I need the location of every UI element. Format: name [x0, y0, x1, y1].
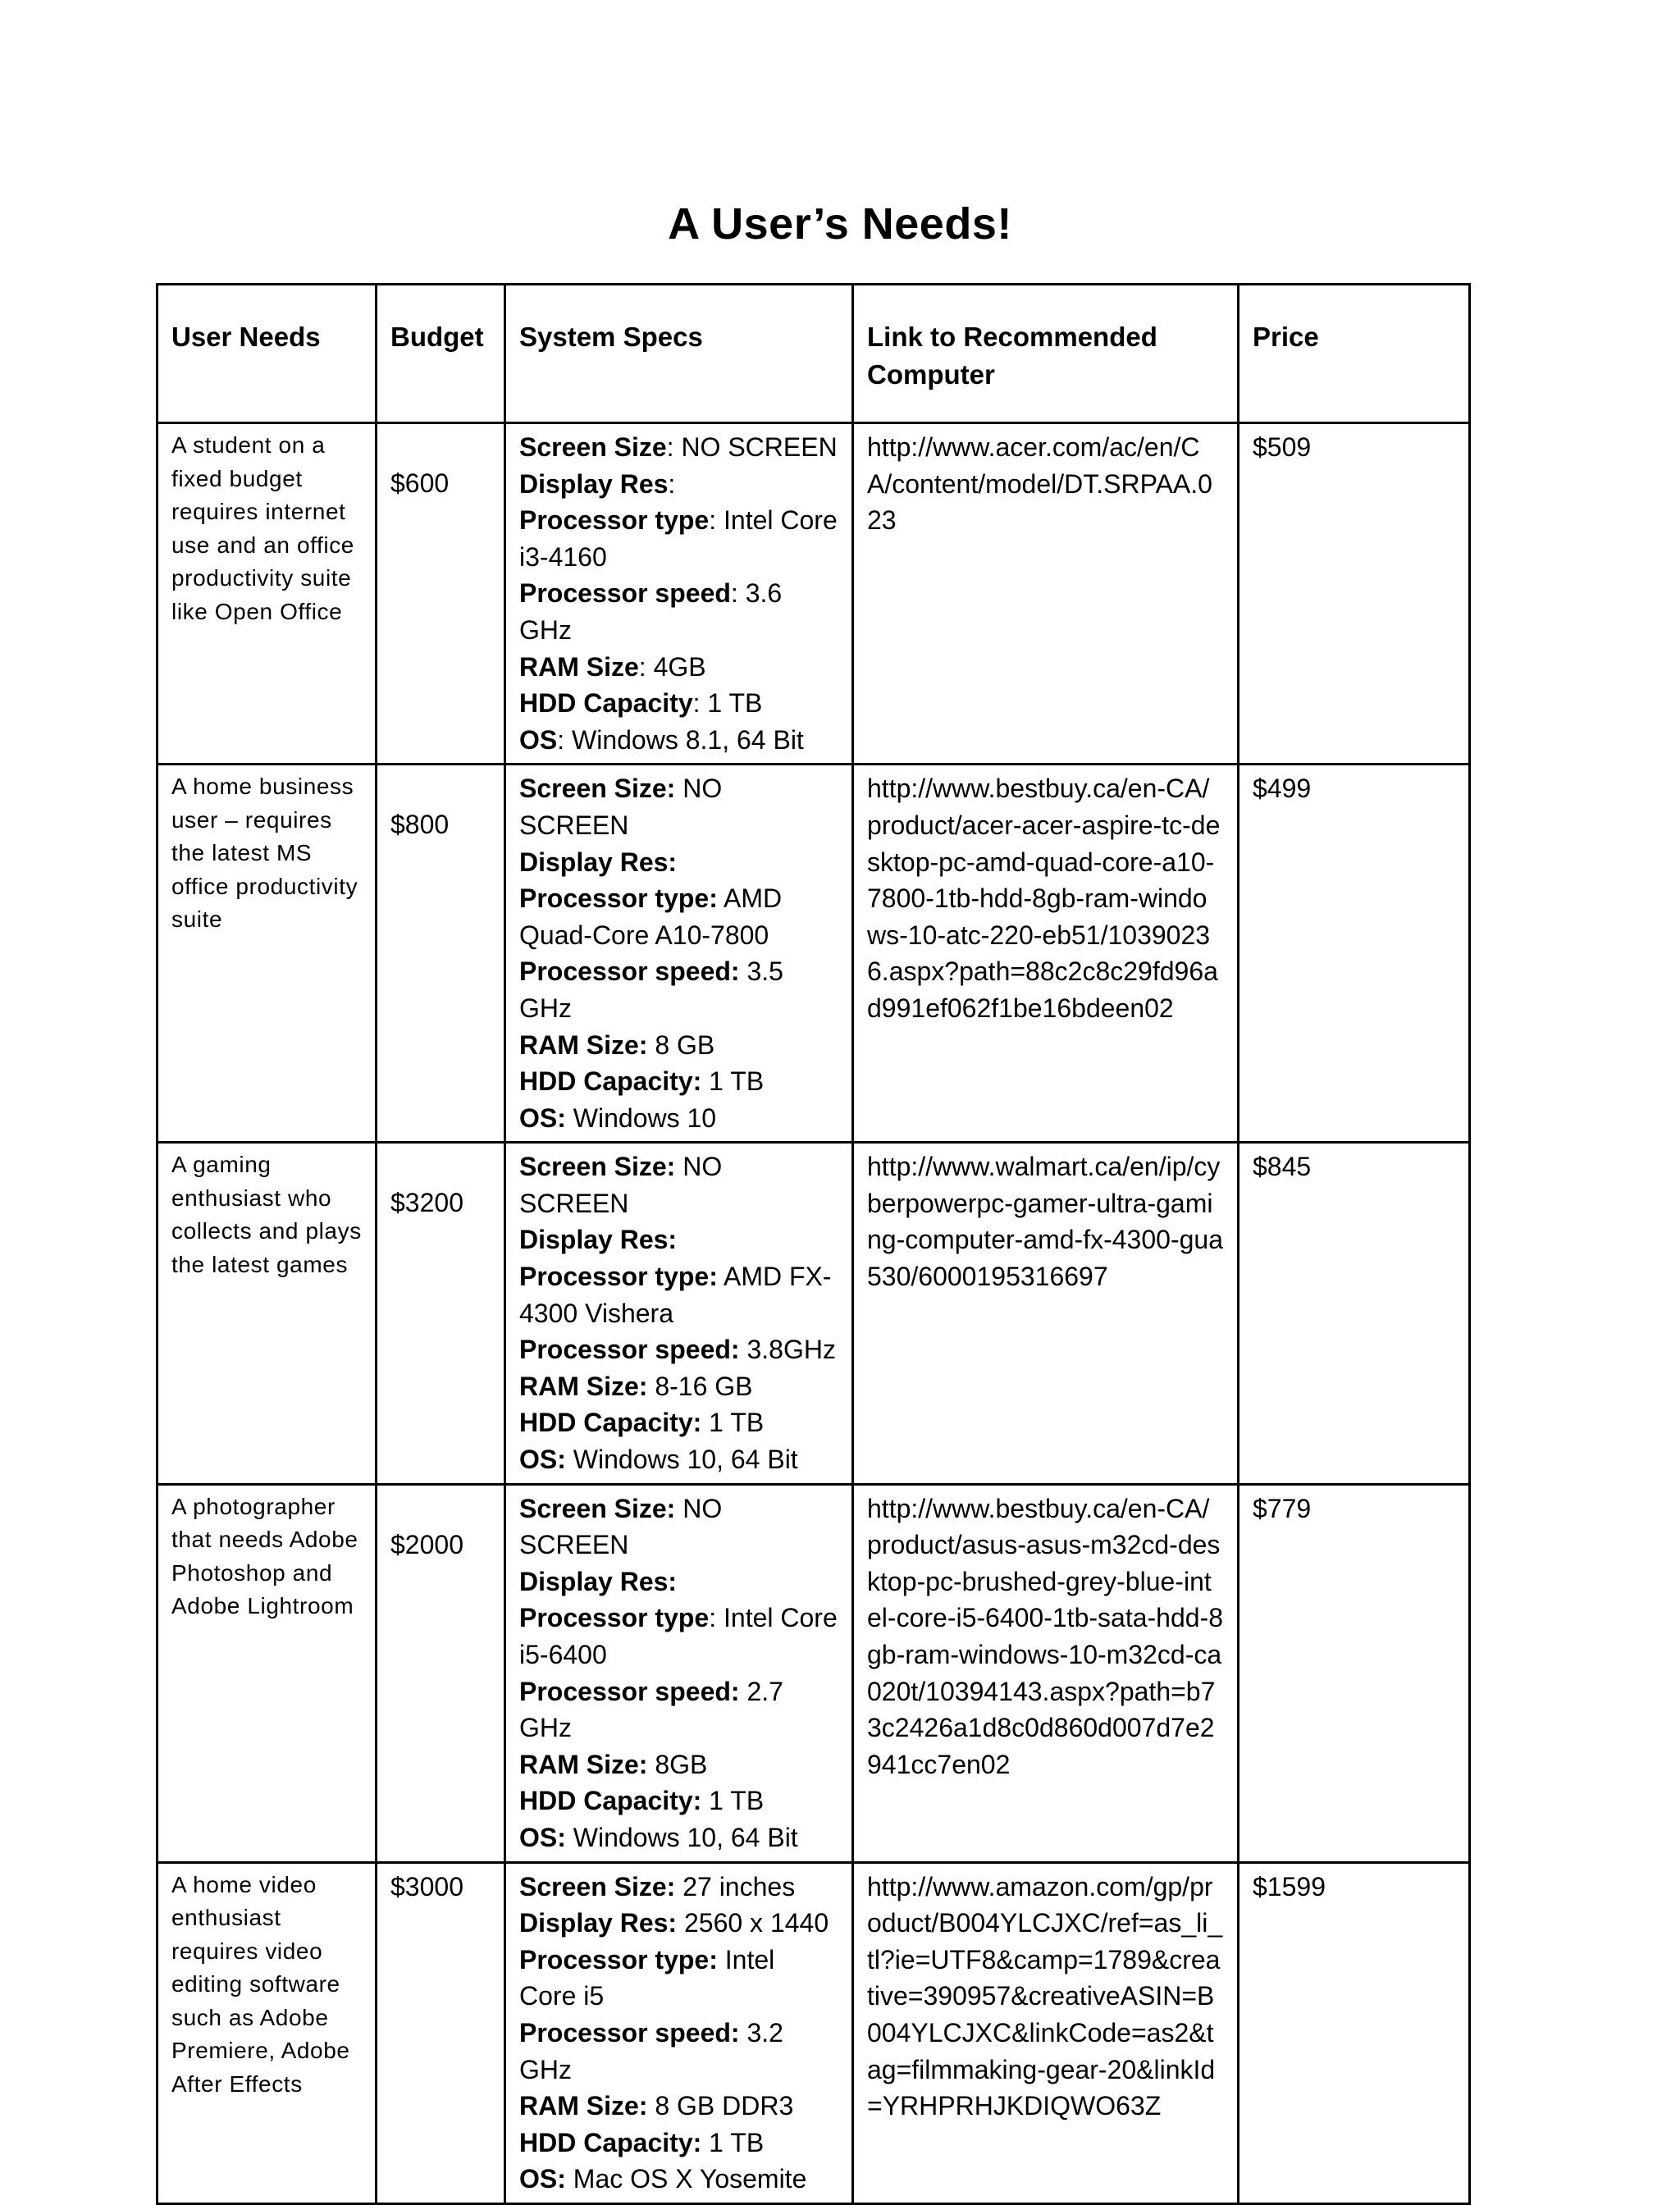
- budget-value: $3200: [390, 1188, 463, 1218]
- table-row: [158, 1862, 1470, 2203]
- user-needs-table: [156, 283, 1471, 2205]
- user-need-cell: A home business user – requires the latest MS office productivity suite: [158, 765, 377, 1143]
- header-price: Price: [1239, 285, 1470, 423]
- budget-cell: [377, 1143, 505, 1484]
- spec-os: OS: Windows 10, 64 Bit: [519, 1445, 798, 1475]
- spec-screen-size: Screen Size: NO SCREEN: [519, 1152, 723, 1218]
- table-row: [158, 423, 1470, 765]
- budget-value: $800: [390, 810, 450, 840]
- user-need-cell: A photographer that needs Adobe Photoshop and Adobe Lightroom: [158, 1484, 377, 1862]
- spec-ram-size: RAM Size: 8-16 GB: [519, 1371, 753, 1401]
- spec-display-res: Display Res:: [519, 468, 676, 499]
- spec-os: OS: Windows 10, 64 Bit: [519, 1822, 798, 1852]
- system-specs-cell: [505, 1484, 853, 1862]
- table-row: [158, 1143, 1470, 1484]
- budget-value: $600: [390, 468, 450, 498]
- budget-value: $2000: [390, 1529, 463, 1559]
- spec-processor-type: Processor type: AMD FX-4300 Vishera: [519, 1262, 832, 1328]
- spec-processor-type: Processor type: Intel Core i3-4160: [519, 505, 838, 572]
- price-cell: $845: [1239, 1143, 1470, 1484]
- price-cell: $509: [1239, 423, 1470, 765]
- recommended-computer-link[interactable]: http://www.bestbuy.ca/en-CA/product/asus-asus-m32cd-desktop-pc-brushed-grey-blue-intel-core-i5-6400-1tb-sata-hdd-8gb-ram-windows-10-m32cd-ca020t/10394143.aspx?path=b73c2426a1d8c0d860d007d7e2941cc7en02: [853, 1484, 1239, 1862]
- spec-hdd-capacity: HDD Capacity: 1 TB: [519, 1066, 765, 1097]
- spec-processor-speed: Processor speed: 2.7 GHz: [519, 1676, 783, 1743]
- system-specs-cell: [505, 765, 853, 1143]
- spec-ram-size: RAM Size: 8 GB: [519, 1029, 715, 1060]
- spec-processor-speed: Processor speed: 3.2 GHz: [519, 2017, 783, 2084]
- table-row: [158, 1484, 1470, 1862]
- budget-cell: [377, 423, 505, 765]
- price-cell: $779: [1239, 1484, 1470, 1862]
- spec-display-res: Display Res:: [519, 847, 678, 877]
- table-row: [158, 765, 1470, 1143]
- recommended-computer-link[interactable]: http://www.walmart.ca/en/ip/cyberpowerpc-gamer-ultra-gaming-computer-amd-fx-4300-gua530/6000195316697: [853, 1143, 1239, 1484]
- budget-cell: [377, 1862, 505, 2203]
- recommended-computer-link[interactable]: http://www.acer.com/ac/en/CA/content/model/DT.SRPAA.023: [853, 423, 1239, 765]
- budget-value: $3000: [390, 1871, 463, 1901]
- spec-hdd-capacity: HDD Capacity: 1 TB: [519, 2127, 765, 2157]
- spec-processor-speed: Processor speed: 3.5 GHz: [519, 956, 783, 1023]
- recommended-computer-link[interactable]: http://www.amazon.com/gp/product/B004YLCJXC/ref=as_li_tl?ie=UTF8&camp=1789&creative=390957&creativeASIN=B004YLCJXC&linkCode=as2&tag=filmmaking-gear-20&linkId=YRHPRHJKDIQWO63Z: [853, 1862, 1239, 2203]
- user-need-cell: A gaming enthusiast who collects and plays the latest games: [158, 1143, 377, 1484]
- table-header-row: [158, 285, 1470, 423]
- price-cell: $499: [1239, 765, 1470, 1143]
- recommended-computer-link[interactable]: http://www.bestbuy.ca/en-CA/product/acer-acer-aspire-tc-desktop-pc-amd-quad-core-a10-7800-1tb-hdd-8gb-ram-windows-10-atc-220-eb51/10390236.aspx?path=88c2c8c29fd96ad991ef062f1be16bdeen02: [853, 765, 1239, 1143]
- spec-ram-size: RAM Size: 4GB: [519, 651, 706, 682]
- budget-cell: [377, 765, 505, 1143]
- spec-screen-size: Screen Size: NO SCREEN: [519, 432, 838, 462]
- spec-processor-speed: Processor speed: 3.6 GHz: [519, 578, 783, 645]
- spec-processor-type: Processor type: Intel Core i5-6400: [519, 1603, 838, 1669]
- price-cell: $1599: [1239, 1862, 1470, 2203]
- spec-ram-size: RAM Size: 8 GB DDR3: [519, 2091, 794, 2121]
- budget-cell: [377, 1484, 505, 1862]
- spec-hdd-capacity: HDD Capacity: 1 TB: [519, 688, 763, 719]
- spec-hdd-capacity: HDD Capacity: 1 TB: [519, 1408, 765, 1438]
- spec-processor-type: Processor type: AMD Quad-Core A10-7800: [519, 883, 783, 950]
- spec-os: OS: Mac OS X Yosemite: [519, 2164, 807, 2194]
- system-specs-cell: [505, 423, 853, 765]
- system-specs-cell: [505, 1862, 853, 2203]
- spec-processor-type: Processor type: Intel Core i5: [519, 1944, 775, 2011]
- page-title: A User’s Needs!: [668, 199, 1012, 249]
- spec-ram-size: RAM Size: 8GB: [519, 1749, 708, 1779]
- spec-os: OS: Windows 8.1, 64 Bit: [519, 724, 804, 755]
- header-user-needs: User Needs: [158, 285, 377, 423]
- header-system-specs: System Specs: [505, 285, 853, 423]
- spec-screen-size: Screen Size: 27 inches: [519, 1871, 796, 1901]
- spec-hdd-capacity: HDD Capacity: 1 TB: [519, 1786, 765, 1816]
- user-need-cell: A student on a fixed budget requires internet use and an office productivity suite like Open Office: [158, 423, 377, 765]
- spec-display-res: Display Res:: [519, 1566, 678, 1596]
- header-link: Link to Recommended Computer: [853, 285, 1239, 423]
- spec-display-res: Display Res:: [519, 1225, 678, 1255]
- spec-processor-speed: Processor speed: 3.8GHz: [519, 1335, 836, 1365]
- spec-os: OS: Windows 10: [519, 1102, 717, 1133]
- system-specs-cell: [505, 1143, 853, 1484]
- spec-screen-size: Screen Size: NO SCREEN: [519, 774, 723, 840]
- header-budget: Budget: [377, 285, 505, 423]
- user-need-cell: A home video enthusiast requires video editing software such as Adobe Premiere, Adobe After Effects: [158, 1862, 377, 2203]
- spec-display-res: Display Res: 2560 x 1440: [519, 1908, 829, 1938]
- spec-screen-size: Screen Size: NO SCREEN: [519, 1493, 723, 1560]
